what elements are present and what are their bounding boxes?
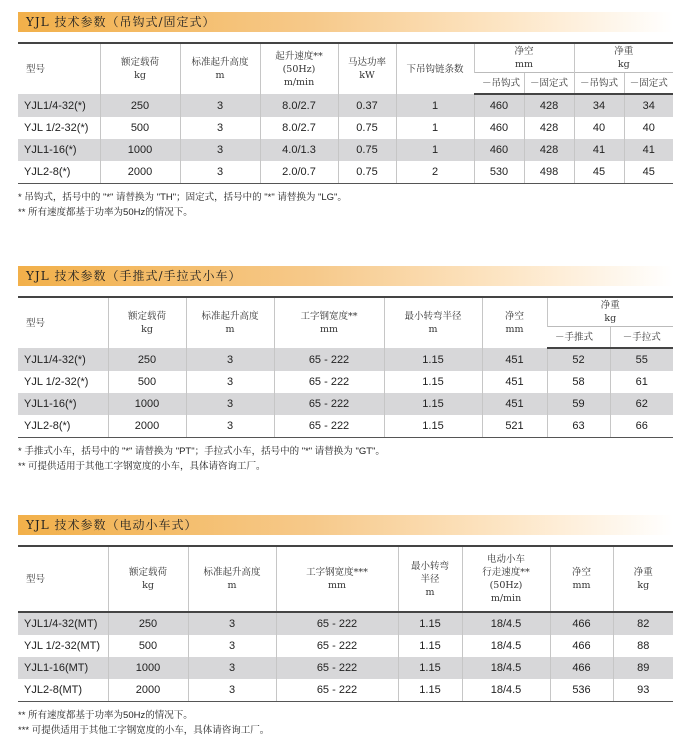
cell-weight-fixed: 34 [624,94,673,117]
cell-radius: 1.15 [384,415,482,438]
cell-lift: 3 [186,415,274,438]
table-row [18,348,673,371]
cell-lift: 3 [186,371,274,393]
cell-model: YJL1-16(*) [18,393,108,415]
cell-weight-hook: 40 [574,117,624,139]
cell-lift: 3 [186,393,274,415]
footnote: ** 所有速度都基于功率为50Hz的情况下。 [18,207,193,218]
cell-load: 1000 [108,657,188,679]
cell-lift: 3 [188,679,276,702]
cell-weight-fixed: 41 [624,139,673,161]
cell-lift: 3 [180,94,260,117]
header-weight-fixed: －固定式 [624,73,673,95]
cell-load: 500 [108,371,186,393]
cell-load: 500 [100,117,180,139]
cell-model: YJL 1/2-32(*) [24,122,89,134]
header-model: 型号 [18,546,108,612]
cell-model: YJL 1/2-32(MT) [24,640,101,652]
header-model: 型号 [18,43,100,94]
spec-table-hook-fixed [18,42,673,184]
header-radius: 最小转弯半径 m [384,297,482,348]
cell-model: YJL1-16(MT) [18,657,108,679]
cell-beam: 65 - 222 [276,612,398,635]
table-row [18,371,673,393]
cell-headroom: 451 [482,371,547,393]
header-beam: 工字钢宽度*** mm [276,546,398,612]
header-beam: 工字钢宽度** mm [274,297,384,348]
cell-radius: 1.15 [398,679,462,702]
cell-headroom-fixed: 428 [524,117,574,139]
cell-load: 2000 [108,679,188,702]
cell-speed: 8.0/2.7 [260,94,338,117]
table-row [18,657,673,679]
cell-model: YJL1/4-32(*) [18,94,100,117]
cell-weight-push: 58 [547,371,610,393]
cell-model: YJL1/4-32(*) [18,348,108,371]
header-weight-hook: －吊钩式 [574,73,624,95]
header-lift: 标准起升高度 m [180,43,260,94]
cell-load: 250 [108,348,186,371]
section-title: YJL 技术参数（电动小车式） [18,515,673,535]
header-headroom: 净空 mm [550,546,613,612]
cell-beam: 65 - 222 [274,393,384,415]
cell-weight-pull: 55 [610,348,673,371]
header-weight-pull: －手拉式 [610,327,673,349]
cell-radius: 1.15 [398,657,462,679]
cell-beam: 65 - 222 [274,348,384,371]
cell-load: 250 [100,94,180,117]
header-weight-push: －手推式 [547,327,610,349]
cell-beam: 65 - 222 [276,635,398,657]
header-power: 马达功率 kW [338,43,396,94]
table-row [18,161,673,184]
cell-travel-speed: 18/4.5 [462,657,550,679]
header-headroom-hook: －吊钩式 [474,73,524,95]
header-load: 额定载荷 kg [100,43,180,94]
cell-chains: 1 [396,117,474,139]
cell-radius: 1.15 [384,348,482,371]
footnotes [18,708,673,738]
cell-headroom-fixed: 428 [524,139,574,161]
cell-weight: 88 [613,635,673,657]
cell-beam: 65 - 222 [276,657,398,679]
cell-travel-speed: 18/4.5 [462,679,550,702]
cell-model: YJL 1/2-32(*) [24,376,89,388]
cell-headroom-hook: 460 [474,139,524,161]
table-row [18,635,673,657]
cell-lift: 3 [180,117,260,139]
cell-load: 1000 [100,139,180,161]
table-row [18,117,673,139]
spec-table-trolley-electric [18,545,673,702]
cell-travel-speed: 18/4.5 [462,612,550,635]
cell-beam: 65 - 222 [274,415,384,438]
table-row [18,415,673,438]
footnote: * 吊钩式，括号中的 "*" 请替换为 "TH"；固定式，括号中的 "*" 请替换为 "LG"。 [18,192,347,203]
cell-chains: 1 [396,94,474,117]
header-chains: 下吊钩链条数 [396,43,474,94]
cell-model: YJL1-16(*) [18,139,100,161]
cell-weight-pull: 61 [610,371,673,393]
cell-weight-push: 59 [547,393,610,415]
spec-table-trolley-manual [18,296,673,438]
table-row [18,94,673,117]
cell-weight-push: 63 [547,415,610,438]
cell-radius: 1.15 [384,393,482,415]
cell-weight-hook: 45 [574,161,624,184]
table-row [18,612,673,635]
header-weight: 净重 kg [547,297,673,327]
cell-headroom: 466 [550,612,613,635]
cell-speed: 4.0/1.3 [260,139,338,161]
table-row [18,679,673,702]
cell-load: 2000 [100,161,180,184]
footnotes [18,444,673,474]
cell-travel-speed: 18/4.5 [462,635,550,657]
cell-weight-hook: 41 [574,139,624,161]
table-row [18,139,673,161]
cell-power: 0.75 [338,161,396,184]
cell-headroom: 451 [482,393,547,415]
cell-weight: 82 [613,612,673,635]
cell-lift: 3 [180,161,260,184]
cell-lift: 3 [188,612,276,635]
cell-load: 2000 [108,415,186,438]
header-load: 额定载荷 kg [108,297,186,348]
table-row [18,393,673,415]
section-title: YJL 技术参数（吊钩式/固定式） [18,12,673,32]
cell-chains: 1 [396,139,474,161]
cell-headroom-fixed: 428 [524,94,574,117]
cell-weight-fixed: 45 [624,161,673,184]
header-speed: 起升速度** (50Hz) m/min [260,43,338,94]
cell-weight: 89 [613,657,673,679]
cell-lift: 3 [180,139,260,161]
header-weight: 净重 kg [613,546,673,612]
section-trolley-manual [18,266,673,474]
header-headroom-fixed: －固定式 [524,73,574,95]
header-headroom: 净空 mm [482,297,547,348]
cell-weight-pull: 66 [610,415,673,438]
cell-chains: 2 [396,161,474,184]
cell-weight-hook: 34 [574,94,624,117]
cell-headroom: 536 [550,679,613,702]
cell-weight: 93 [613,679,673,702]
cell-weight-pull: 62 [610,393,673,415]
header-lift: 标准起升高度 m [188,546,276,612]
cell-weight-push: 52 [547,348,610,371]
cell-power: 0.37 [338,94,396,117]
cell-load: 250 [108,612,188,635]
cell-weight-fixed: 40 [624,117,673,139]
cell-lift: 3 [188,635,276,657]
cell-model: YJL1/4-32(MT) [18,612,108,635]
footnote: ** 可提供适用于其他工字钢宽度的小车，具体请咨询工厂。 [18,461,266,472]
header-radius: 最小转弯 半径 m [398,546,462,612]
cell-model: YJL2-8(*) [18,161,100,184]
cell-load: 500 [108,635,188,657]
section-trolley-electric [18,515,673,738]
header-headroom: 净空 mm [474,43,574,73]
footnote: * 手推式小车，括号中的 "*" 请替换为 "PT"；手拉式小车，括号中的 "*" 请替换为 "GT"。 [18,446,385,457]
section-hook-fixed [18,12,673,220]
cell-power: 0.75 [338,139,396,161]
cell-lift: 3 [188,657,276,679]
footnotes [18,190,673,220]
cell-headroom-fixed: 498 [524,161,574,184]
header-weight: 净重 kg [574,43,673,73]
header-lift: 标准起升高度 m [186,297,274,348]
cell-headroom-hook: 530 [474,161,524,184]
cell-radius: 1.15 [398,612,462,635]
header-model: 型号 [18,297,108,348]
footnote: *** 可提供适用于其他工字钢宽度的小车，具体请咨询工厂。 [18,725,270,736]
cell-radius: 1.15 [384,371,482,393]
cell-beam: 65 - 222 [274,371,384,393]
cell-headroom-hook: 460 [474,94,524,117]
cell-load: 1000 [108,393,186,415]
cell-speed: 8.0/2.7 [260,117,338,139]
header-travel-speed: 电动小车 行走速度** (50Hz) m/min [462,546,550,612]
cell-speed: 2.0/0.7 [260,161,338,184]
cell-headroom: 521 [482,415,547,438]
cell-model: YJL2-8(MT) [18,679,108,702]
cell-headroom: 451 [482,348,547,371]
footnote: ** 所有速度都基于功率为50Hz的情况下。 [18,710,193,721]
header-load: 额定载荷 kg [108,546,188,612]
cell-beam: 65 - 222 [276,679,398,702]
cell-radius: 1.15 [398,635,462,657]
cell-headroom: 466 [550,635,613,657]
cell-power: 0.75 [338,117,396,139]
cell-headroom-hook: 460 [474,117,524,139]
cell-headroom: 466 [550,657,613,679]
section-title: YJL 技术参数（手推式/手拉式小车） [18,266,673,286]
cell-lift: 3 [186,348,274,371]
cell-model: YJL2-8(*) [18,415,108,438]
